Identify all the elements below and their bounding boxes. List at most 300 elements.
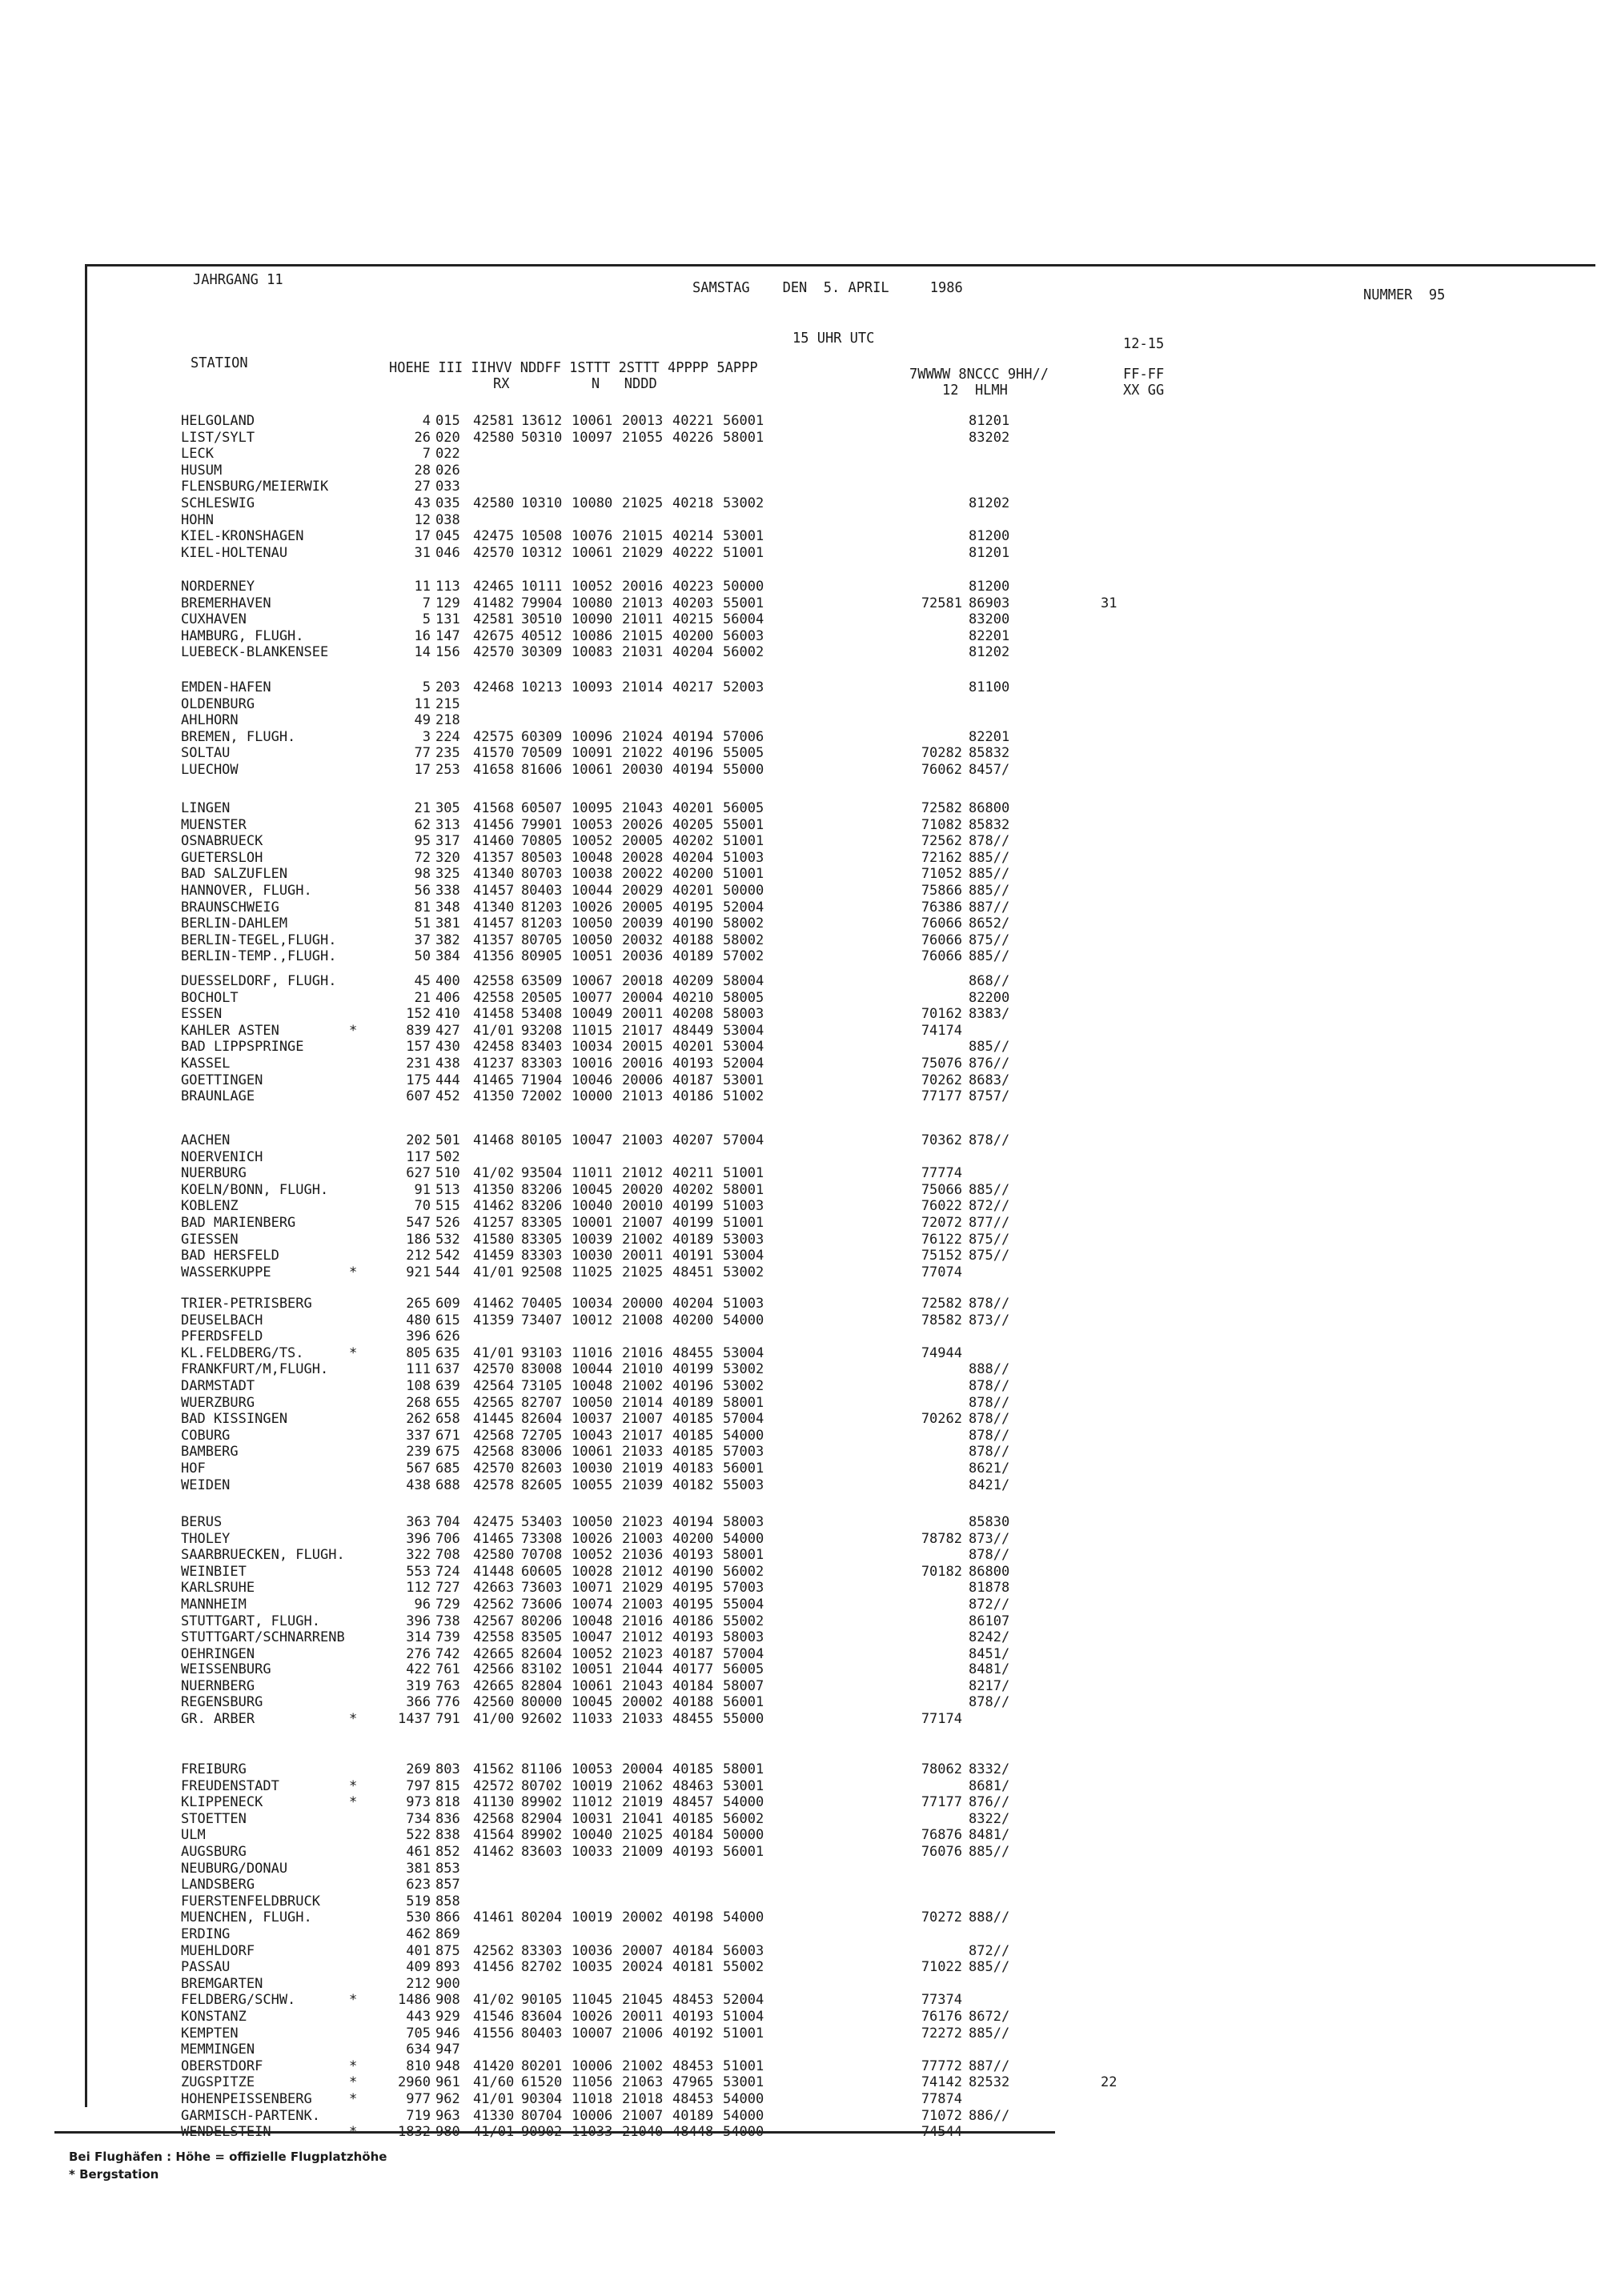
group-4pppp: 48453	[672, 2058, 714, 2074]
station-name: STUTTGART, FLUGH.	[181, 1613, 320, 1629]
station-index: 427	[435, 1022, 460, 1039]
group-7wwww: 71072	[921, 2107, 962, 2124]
group-2sttt: 21025	[622, 1264, 664, 1280]
table-row	[0, 900, 1601, 916]
group-1sttt: 10012	[572, 1312, 613, 1328]
group-iihvv: 41556	[473, 2025, 515, 2042]
group-2sttt: 21040	[622, 2124, 664, 2141]
station-index: 410	[435, 1006, 460, 1023]
group-nddff: 80204	[521, 1909, 563, 1926]
group-iihvv: 41/01	[473, 1022, 515, 1039]
group-2sttt: 20018	[622, 973, 664, 989]
station-height: 381	[406, 1860, 431, 1877]
group-7wwww: 75066	[921, 1181, 962, 1198]
group-4pppp: 40193	[672, 2009, 714, 2025]
station-index: 046	[435, 544, 460, 561]
group-4pppp: 40189	[672, 2107, 714, 2124]
station-height: 810	[406, 2058, 431, 2074]
group-2sttt: 20011	[622, 2009, 664, 2025]
table-row	[0, 1198, 1601, 1214]
station-height: 77	[414, 745, 431, 762]
table-row	[0, 463, 1601, 479]
group-2sttt: 21029	[622, 544, 664, 561]
group-8nccc: 86800	[969, 1563, 1010, 1580]
station-height: 202	[406, 1132, 431, 1148]
group-iihvv: 42578	[473, 1477, 515, 1493]
code-columns-header: HOEHE III IIHVV NDDFF 1STTT 2STTT 4PPPP 5APPP	[389, 359, 758, 377]
group-1sttt: 10026	[572, 899, 613, 916]
group-iihvv: 41460	[473, 833, 515, 850]
station-index: 908	[435, 1992, 460, 2009]
group-8nccc: 877//	[969, 1215, 1010, 1231]
group-iihvv: 41457	[473, 883, 515, 899]
group-iihvv: 42567	[473, 1613, 515, 1629]
station-name: KASSEL	[181, 1056, 231, 1072]
station-index: 038	[435, 511, 460, 528]
group-2sttt: 21003	[622, 1530, 664, 1547]
table-row	[0, 1132, 1601, 1148]
table-row	[0, 2026, 1601, 2042]
group-2sttt: 21009	[622, 1844, 664, 1860]
group-nddff: 73308	[521, 1530, 563, 1547]
group-iihvv: 42475	[473, 1514, 515, 1530]
station-name: BAD KISSINGEN	[181, 1411, 288, 1428]
station-height: 3	[422, 728, 431, 745]
station-index: 131	[435, 611, 460, 628]
group-2sttt: 21007	[622, 1411, 664, 1428]
group-4pppp: 40209	[672, 973, 714, 989]
station-name: BERLIN-TEGEL,FLUGH.	[181, 932, 337, 948]
group-8nccc: 872//	[969, 1198, 1010, 1215]
station-height: 805	[406, 1344, 431, 1361]
group-1sttt: 10038	[572, 866, 613, 883]
station-index: 033	[435, 479, 460, 495]
group-iihvv: 42581	[473, 611, 515, 628]
group-5appp: 56002	[723, 644, 764, 661]
station-height: 319	[406, 1677, 431, 1694]
group-1sttt: 10093	[572, 679, 613, 695]
group-nddff: 10111	[521, 579, 563, 595]
group-1sttt: 10052	[572, 833, 613, 850]
group-4pppp: 48448	[672, 2124, 714, 2141]
group-8nccc: 878//	[969, 1296, 1010, 1312]
group-nddff: 82904	[521, 1810, 563, 1827]
table-row	[0, 1072, 1601, 1088]
group-4pppp: 40195	[672, 1580, 714, 1597]
group-nddff: 83604	[521, 2009, 563, 2025]
table-row	[0, 712, 1601, 728]
group-7wwww: 78582	[921, 1312, 962, 1328]
station-index: 675	[435, 1444, 460, 1461]
group-4pppp: 40218	[672, 495, 714, 511]
station-height: 401	[406, 1942, 431, 1959]
group-4pppp: 40185	[672, 1810, 714, 1827]
group-iihvv: 41/01	[473, 1264, 515, 1280]
group-8nccc: 8683/	[969, 1072, 1010, 1088]
group-4pppp: 40199	[672, 1361, 714, 1378]
station-index: 526	[435, 1215, 460, 1231]
station-height: 11	[414, 579, 431, 595]
station-height: 396	[406, 1328, 431, 1345]
group-7wwww: 76066	[921, 932, 962, 948]
station-index: 900	[435, 1975, 460, 1992]
station-name: PFERDSFELD	[181, 1328, 263, 1345]
station-index: 113	[435, 579, 460, 595]
group-2sttt: 20016	[622, 579, 664, 595]
group-nddff: 50310	[521, 429, 563, 446]
station-index: 510	[435, 1165, 460, 1182]
group-7wwww: 76022	[921, 1198, 962, 1215]
group-4pppp: 40223	[672, 579, 714, 595]
table-row	[0, 1861, 1601, 1877]
group-5appp: 54000	[723, 1794, 764, 1811]
station-name: BAD SALZUFLEN	[181, 866, 288, 883]
group-8nccc: 8217/	[969, 1677, 1010, 1694]
group-nddff: 30510	[521, 611, 563, 628]
station-index: 729	[435, 1597, 460, 1613]
group-1sttt: 11045	[572, 1992, 613, 2009]
group-1sttt: 11056	[572, 2074, 613, 2091]
group-8nccc: 81202	[969, 495, 1010, 511]
group-4pppp: 40194	[672, 762, 714, 778]
group-5appp: 58001	[723, 1547, 764, 1564]
group-iihvv: 41462	[473, 1198, 515, 1215]
table-row	[0, 1461, 1601, 1477]
table-row	[0, 579, 1601, 595]
group-7wwww: 76122	[921, 1231, 962, 1248]
group-2sttt: 20005	[622, 899, 664, 916]
station-index: 348	[435, 899, 460, 916]
group-7wwww: 72162	[921, 849, 962, 866]
group-iihvv: 42562	[473, 1597, 515, 1613]
table-row	[0, 1232, 1601, 1248]
group-7wwww: 76066	[921, 948, 962, 965]
group-1sttt: 11011	[572, 1165, 613, 1182]
station-name: HELGOLAND	[181, 413, 255, 429]
group-iihvv: 42580	[473, 429, 515, 446]
group-5appp: 51001	[723, 1215, 764, 1231]
group-4pppp: 40195	[672, 1597, 714, 1613]
station-index: 381	[435, 916, 460, 932]
group-8nccc: 85832	[969, 745, 1010, 762]
group-8nccc: 875//	[969, 932, 1010, 948]
station-height: 45	[414, 973, 431, 989]
group-8nccc: 888//	[969, 1909, 1010, 1926]
group-5appp: 51001	[723, 544, 764, 561]
station-index: 452	[435, 1088, 460, 1105]
group-5appp: 57004	[723, 1645, 764, 1662]
station-height: 62	[414, 816, 431, 833]
group-nddff: 80201	[521, 2058, 563, 2074]
group-1sttt: 10039	[572, 1231, 613, 1248]
station-index: 869	[435, 1926, 460, 1942]
group-5appp: 58003	[723, 1006, 764, 1023]
group-1sttt: 11033	[572, 2124, 613, 2141]
station-height: 396	[406, 1613, 431, 1629]
group-iihvv: 41456	[473, 816, 515, 833]
group-4pppp: 40189	[672, 1394, 714, 1411]
group-5appp: 53004	[723, 1248, 764, 1264]
group-nddff: 53403	[521, 1514, 563, 1530]
station-name: THOLEY	[181, 1530, 231, 1547]
station-index: 858	[435, 1893, 460, 1909]
station-name: MUENSTER	[181, 816, 247, 833]
table-row	[0, 2091, 1601, 2107]
group-2sttt: 21012	[622, 1165, 664, 1182]
group-iihvv: 42465	[473, 579, 515, 595]
group-8nccc: 81878	[969, 1580, 1010, 1597]
weather-groups-subheader: 12 HLMH	[942, 382, 1008, 399]
group-nddff: 13612	[521, 413, 563, 429]
group-7wwww: 77174	[921, 1710, 962, 1727]
group-nddff: 80702	[521, 1777, 563, 1794]
station-name: HOF	[181, 1461, 206, 1477]
group-nddff: 10213	[521, 679, 563, 695]
group-2sttt: 20006	[622, 1072, 664, 1088]
station-height: 1437	[398, 1710, 431, 1727]
station-index: 818	[435, 1794, 460, 1811]
station-index: 791	[435, 1710, 460, 1727]
station-height: 212	[406, 1248, 431, 1264]
group-8nccc: 878//	[969, 1427, 1010, 1444]
group-5appp: 56001	[723, 1844, 764, 1860]
station-index: 875	[435, 1942, 460, 1959]
group-nddff: 90105	[521, 1992, 563, 2009]
group-4pppp: 40184	[672, 1942, 714, 1959]
table-row	[0, 1694, 1601, 1710]
group-4pppp: 48457	[672, 1794, 714, 1811]
group-4pppp: 40177	[672, 1661, 714, 1677]
group-7wwww: 70262	[921, 1072, 962, 1088]
station-height: 265	[406, 1296, 431, 1312]
group-8nccc: 887//	[969, 2058, 1010, 2074]
group-2sttt: 21023	[622, 1645, 664, 1662]
group-2sttt: 21002	[622, 1378, 664, 1394]
station-height: 27	[414, 479, 431, 495]
station-height: 17	[414, 762, 431, 778]
group-5appp: 55001	[723, 595, 764, 611]
mountain-marker: *	[349, 1777, 358, 1794]
station-name: WUERZBURG	[181, 1394, 255, 1411]
group-2sttt: 21045	[622, 1992, 664, 2009]
group-nddff: 80403	[521, 883, 563, 899]
group-8nccc: 8681/	[969, 1777, 1010, 1794]
group-8nccc: 885//	[969, 2025, 1010, 2042]
station-name: CUXHAVEN	[181, 611, 247, 628]
group-8nccc: 885//	[969, 866, 1010, 883]
station-index: 742	[435, 1645, 460, 1662]
group-nddff: 80105	[521, 1132, 563, 1148]
group-4pppp: 40190	[672, 1563, 714, 1580]
station-name: ERDING	[181, 1926, 231, 1942]
group-1sttt: 10046	[572, 1072, 613, 1088]
group-5appp: 58002	[723, 932, 764, 948]
station-name: BRAUNSCHWEIG	[181, 899, 279, 916]
station-name: DUESSELDORF, FLUGH.	[181, 973, 337, 989]
station-index: 635	[435, 1344, 460, 1361]
station-name: MUEHLDORF	[181, 1942, 255, 1959]
station-index: 147	[435, 627, 460, 644]
table-row	[0, 1564, 1601, 1580]
group-iihvv: 41356	[473, 948, 515, 965]
station-height: 112	[406, 1580, 431, 1597]
station-index: 776	[435, 1694, 460, 1711]
station-name: DEUSELBACH	[181, 1312, 263, 1328]
table-row	[0, 2058, 1601, 2074]
group-iihvv: 42566	[473, 1661, 515, 1677]
group-nddff: 81203	[521, 916, 563, 932]
group-nddff: 81606	[521, 762, 563, 778]
group-5appp: 50000	[723, 579, 764, 595]
group-nddff: 93103	[521, 1344, 563, 1361]
group-nddff: 80000	[521, 1694, 563, 1711]
group-7wwww: 76876	[921, 1827, 962, 1844]
group-nddff: 60309	[521, 728, 563, 745]
group-iihvv: 41462	[473, 1296, 515, 1312]
station-index: 218	[435, 712, 460, 729]
group-nddff: 83505	[521, 1629, 563, 1646]
station-height: 547	[406, 1215, 431, 1231]
group-4pppp: 40185	[672, 1427, 714, 1444]
group-5appp: 56005	[723, 800, 764, 816]
group-1sttt: 10090	[572, 611, 613, 628]
table-row	[0, 1477, 1601, 1493]
station-column-header: STATION	[191, 355, 248, 372]
group-2sttt: 21015	[622, 627, 664, 644]
group-8nccc: 81202	[969, 644, 1010, 661]
table-row	[0, 932, 1601, 948]
station-height: 28	[414, 462, 431, 479]
group-5appp: 57004	[723, 1411, 764, 1428]
table-row	[0, 729, 1601, 745]
group-8nccc: 885//	[969, 1181, 1010, 1198]
group-1sttt: 10049	[572, 1006, 613, 1023]
group-8nccc: 86903	[969, 595, 1010, 611]
group-7wwww: 72562	[921, 833, 962, 850]
group-2sttt: 20002	[622, 1909, 664, 1926]
table-row	[0, 679, 1601, 695]
group-2sttt: 21010	[622, 1361, 664, 1378]
group-iihvv: 42580	[473, 1547, 515, 1564]
group-2sttt: 20026	[622, 816, 664, 833]
group-2sttt: 21039	[622, 1477, 664, 1493]
group-iihvv: 42558	[473, 973, 515, 989]
group-nddff: 82605	[521, 1477, 563, 1493]
group-1sttt: 11015	[572, 1022, 613, 1039]
table-row	[0, 1794, 1601, 1810]
station-index: 706	[435, 1530, 460, 1547]
group-nddff: 82707	[521, 1394, 563, 1411]
wind-period-label: 12-15	[1123, 335, 1165, 353]
station-name: BERLIN-DAHLEM	[181, 916, 288, 932]
group-nddff: 89902	[521, 1827, 563, 1844]
station-height: 1486	[398, 1992, 431, 2009]
station-index: 224	[435, 728, 460, 745]
table-row	[0, 2074, 1601, 2090]
table-row	[0, 430, 1601, 446]
group-5appp: 54000	[723, 1427, 764, 1444]
group-8nccc: 82200	[969, 989, 1010, 1006]
table-row	[0, 1943, 1601, 1959]
group-8nccc: 876//	[969, 1056, 1010, 1072]
group-4pppp: 40205	[672, 816, 714, 833]
table-row	[0, 850, 1601, 866]
station-height: 49	[414, 712, 431, 729]
group-4pppp: 40217	[672, 679, 714, 695]
group-1sttt: 10050	[572, 1394, 613, 1411]
group-1sttt: 10051	[572, 1661, 613, 1677]
group-8nccc: 81201	[969, 413, 1010, 429]
station-index: 658	[435, 1411, 460, 1428]
table-row	[0, 1345, 1601, 1361]
group-nddff: 70708	[521, 1547, 563, 1564]
group-2sttt: 21003	[622, 1597, 664, 1613]
group-1sttt: 10077	[572, 989, 613, 1006]
station-height: 567	[406, 1461, 431, 1477]
group-8nccc: 8383/	[969, 1006, 1010, 1023]
group-1sttt: 10095	[572, 800, 613, 816]
group-7wwww: 70182	[921, 1563, 962, 1580]
group-2sttt: 20011	[622, 1248, 664, 1264]
group-4pppp: 40204	[672, 644, 714, 661]
group-2sttt: 20030	[622, 762, 664, 778]
group-5appp: 51004	[723, 2009, 764, 2025]
group-1sttt: 10034	[572, 1039, 613, 1056]
station-index: 532	[435, 1231, 460, 1248]
group-4pppp: 40188	[672, 1694, 714, 1711]
table-row	[0, 1312, 1601, 1328]
group-2sttt: 20028	[622, 849, 664, 866]
group-nddff: 92508	[521, 1264, 563, 1280]
group-5appp: 56001	[723, 1694, 764, 1711]
group-7wwww: 72581	[921, 595, 962, 611]
station-height: 31	[414, 544, 431, 561]
station-height: 519	[406, 1893, 431, 1909]
group-4pppp: 40207	[672, 1132, 714, 1148]
group-nddff: 53408	[521, 1006, 563, 1023]
group-8nccc: 82532	[969, 2074, 1010, 2091]
group-nddff: 10508	[521, 528, 563, 545]
group-8nccc: 8672/	[969, 2009, 1010, 2025]
group-2sttt: 20020	[622, 1181, 664, 1198]
group-nddff: 93504	[521, 1165, 563, 1182]
table-row	[0, 1646, 1601, 1662]
station-index: 961	[435, 2074, 460, 2091]
group-nddff: 82604	[521, 1645, 563, 1662]
group-2sttt: 20002	[622, 1694, 664, 1711]
station-height: 422	[406, 1661, 431, 1677]
group-5appp: 54000	[723, 2091, 764, 2107]
group-1sttt: 10051	[572, 948, 613, 965]
station-name: LECK	[181, 446, 214, 463]
group-8nccc: 82201	[969, 627, 1010, 644]
group-5appp: 51002	[723, 1088, 764, 1105]
station-height: 530	[406, 1909, 431, 1926]
group-7wwww: 76386	[921, 899, 962, 916]
station-index: 866	[435, 1909, 460, 1926]
station-height: 157	[406, 1039, 431, 1056]
table-row	[0, 883, 1601, 899]
group-8nccc: 872//	[969, 1597, 1010, 1613]
station-name: KLIPPENECK	[181, 1794, 263, 1811]
station-height: 152	[406, 1006, 431, 1023]
group-2sttt: 21018	[622, 2091, 664, 2107]
group-ff: 31	[1101, 595, 1117, 611]
table-row	[0, 1844, 1601, 1860]
group-8nccc: 85832	[969, 816, 1010, 833]
group-1sttt: 10050	[572, 932, 613, 948]
group-1sttt: 10040	[572, 1198, 613, 1215]
